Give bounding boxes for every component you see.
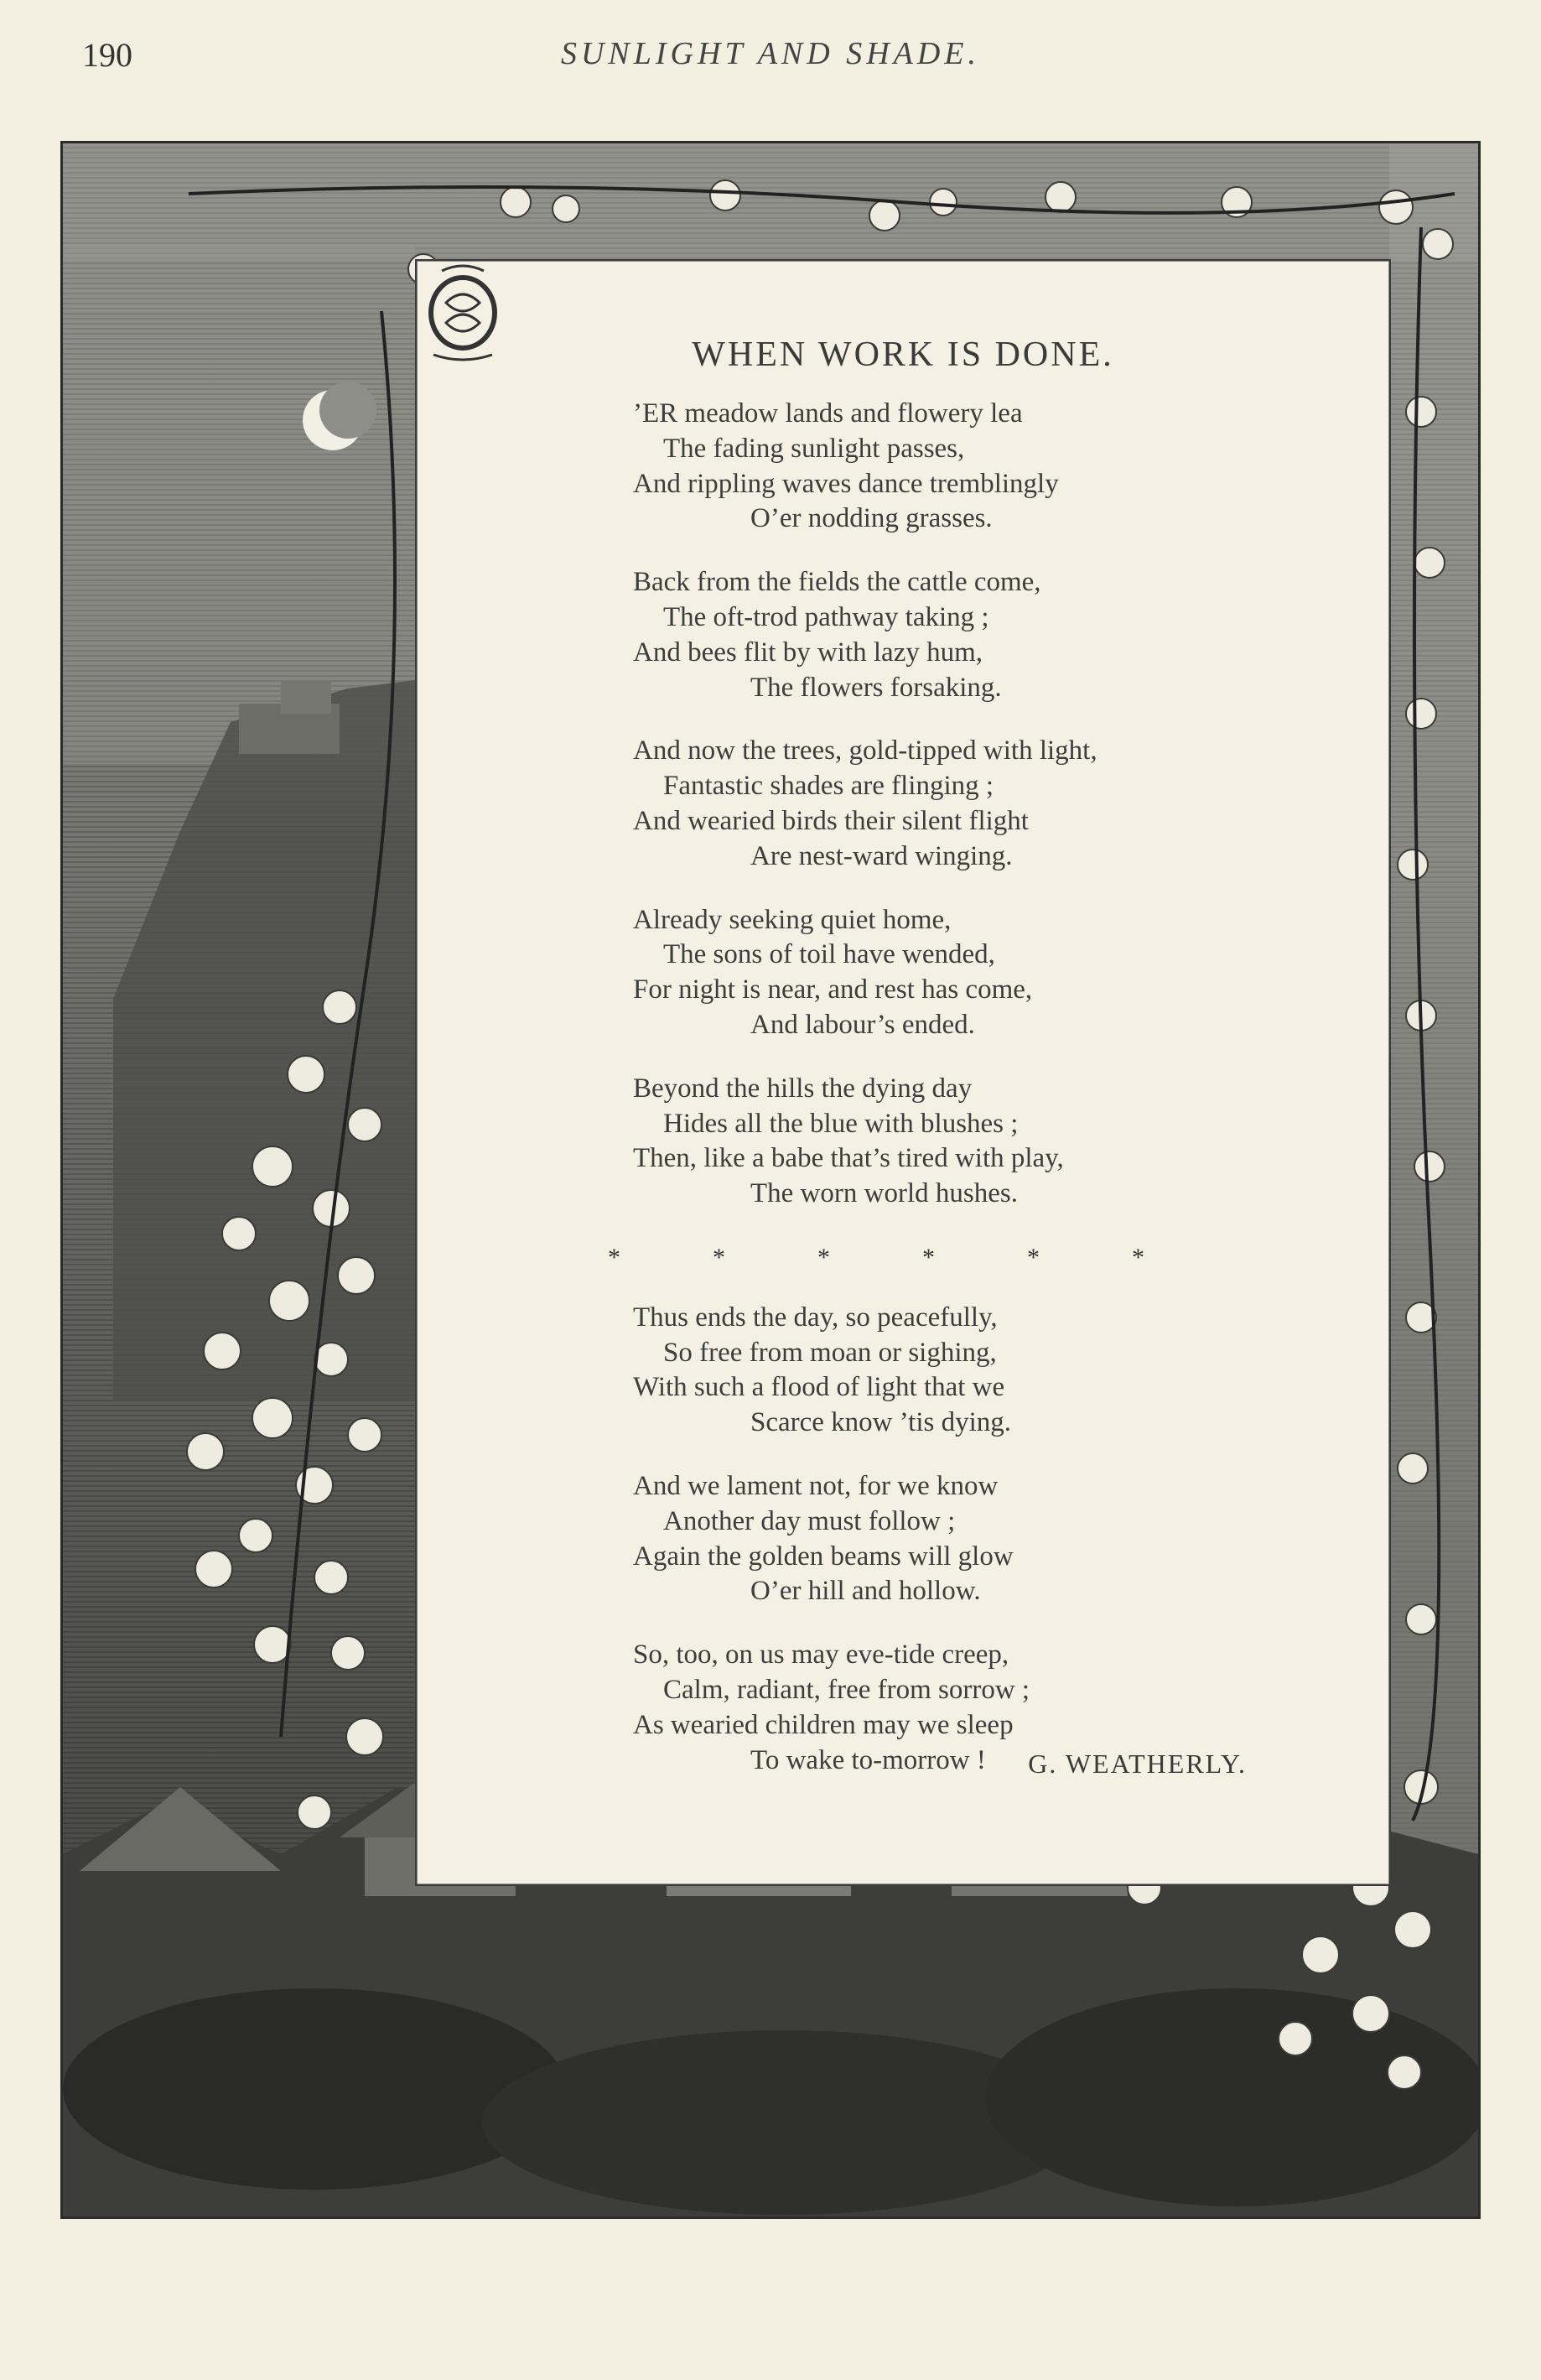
poem-title: WHEN WORK IS DONE. — [692, 335, 1114, 374]
poem-line: Then, like a babe that’s tired with play, — [633, 1143, 1064, 1174]
separator-star: * — [713, 1243, 725, 1271]
poem-line: Again the golden beams will glow — [633, 1541, 1014, 1572]
engraved-illustration — [60, 141, 1481, 2219]
running-head — [0, 30, 1541, 81]
poem-line: The sons of toil have wended, — [663, 939, 995, 970]
separator-star: * — [922, 1243, 935, 1271]
poem-line: O’er hill and hollow. — [750, 1576, 981, 1607]
author-signature: G. WEATHERLY. — [1028, 1749, 1247, 1779]
poem-line: Already seeking quiet home, — [633, 904, 952, 935]
poem-line: Thus ends the day, so peacefully, — [633, 1302, 998, 1333]
poem-panel — [415, 259, 1391, 1886]
poem-line: The fading sunlight passes, — [663, 433, 965, 464]
separator-star: * — [1027, 1243, 1040, 1271]
poem-line: O’er nodding grasses. — [750, 503, 993, 534]
stanza — [633, 1072, 1346, 1212]
poem-line: So free from moan or sighing, — [663, 1337, 997, 1368]
poem-line: To wake to-morrow ! — [750, 1744, 986, 1775]
separator-star: * — [1132, 1243, 1144, 1271]
stanza — [633, 1469, 1346, 1609]
ornamental-drop-cap — [417, 261, 509, 365]
poem-line: And we lament not, for we know — [633, 1470, 999, 1501]
poem-line: Another day must follow ; — [663, 1505, 956, 1536]
separator-star: * — [817, 1243, 830, 1271]
poem-line: The oft-trod pathway taking ; — [663, 601, 989, 632]
poem-line: The flowers forsaking. — [750, 672, 1002, 703]
poem-line: Beyond the hills the dying day — [633, 1073, 973, 1104]
running-title: SUNLIGHT AND SHADE. — [560, 36, 981, 71]
poem-line: As wearied children may we sleep — [633, 1709, 1014, 1740]
poem-line: For night is near, and rest has come, — [633, 974, 1033, 1006]
stanza — [633, 565, 1346, 705]
poem-body — [608, 397, 1346, 1806]
poem-line: And wearied birds their silent flight — [633, 805, 1029, 836]
separator-star: * — [608, 1243, 620, 1271]
poem-line: ’ER meadow lands and flowery lea — [633, 398, 1023, 429]
poem-line: Are nest-ward winging. — [750, 840, 1013, 871]
page-number: 190 — [82, 36, 132, 74]
poem-line: So, too, on us may eve-tide creep, — [633, 1639, 1009, 1671]
poem-line: Calm, radiant, free from sorrow ; — [663, 1674, 1030, 1705]
poem-line: And labour’s ended. — [750, 1009, 975, 1040]
poem-line: Scarce know ’tis dying. — [750, 1407, 1012, 1438]
poem-line: Back from the fields the cattle come, — [633, 567, 1041, 598]
poem-line: And bees flit by with lazy hum, — [633, 637, 983, 668]
poem-line: The worn world hushes. — [750, 1178, 1018, 1209]
stanza — [633, 397, 1346, 537]
stanza — [633, 903, 1346, 1043]
poem-line: With such a flood of light that we — [633, 1372, 1005, 1403]
poem-line: And rippling waves dance tremblingly — [633, 468, 1059, 499]
poem-line: Fantastic shades are flinging ; — [663, 771, 994, 802]
poem-line: Hides all the blue with blushes ; — [663, 1108, 1019, 1139]
stanza — [633, 734, 1346, 874]
section-separator — [608, 1240, 1144, 1276]
stanza — [633, 1301, 1346, 1441]
poem-line: And now the trees, gold-tipped with light, — [633, 735, 1097, 766]
